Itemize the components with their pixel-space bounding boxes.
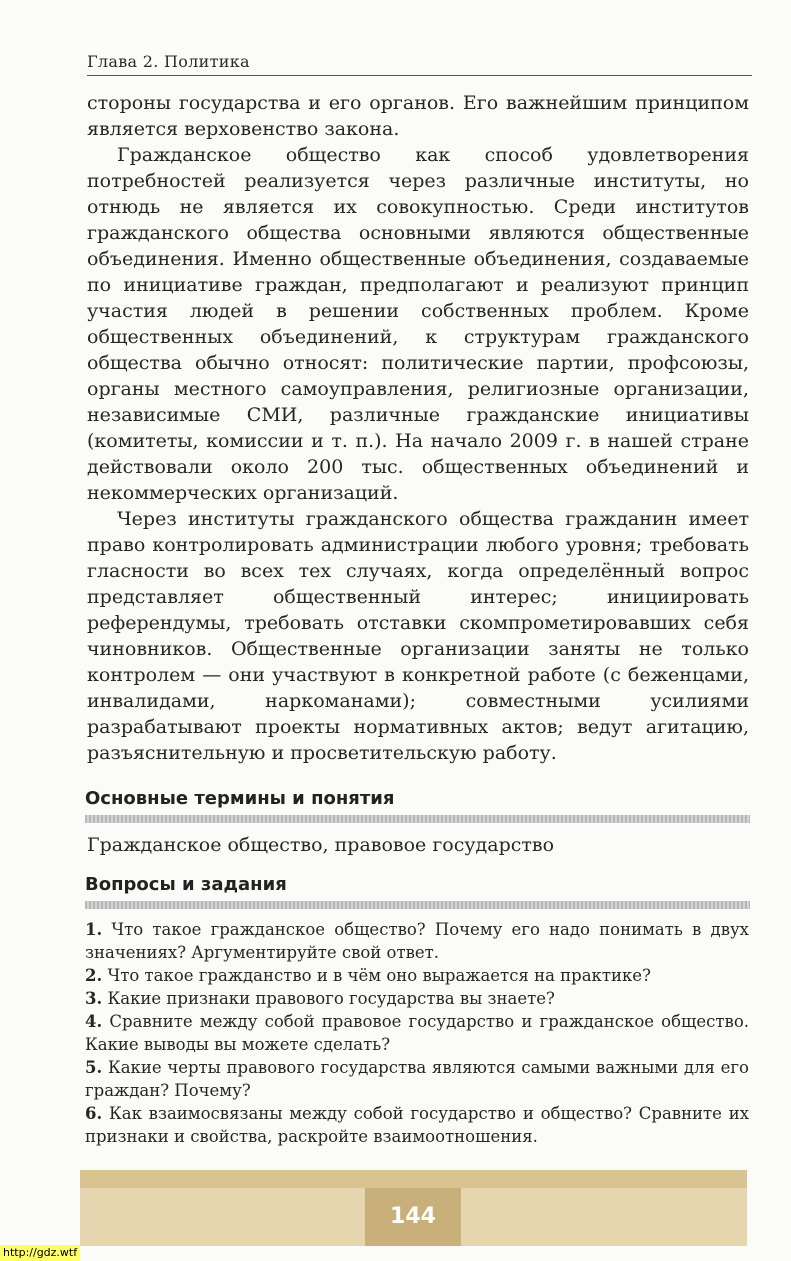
footer-stripe <box>80 1170 747 1188</box>
question-item <box>85 918 749 964</box>
question-text: Как взаимосвязаны между собой государство и общество? Сравните их признаки и свойства, раскройте взаимоотношения. <box>85 1104 750 1146</box>
running-head: Глава 2. Политика <box>87 52 250 71</box>
questions-bar <box>85 901 750 909</box>
question-item <box>85 1102 749 1148</box>
question-item <box>85 1056 749 1102</box>
paragraph-civil-society-institutes: Гражданское общество как способ удовлетворения потребностей реализуется через различные институты, но отнюдь не является их совокупностью. Среди институтов гражданского общества основными являются общественные объединения. Именно общественные объединения, создаваемые по инициативе граждан, предполагают и реализуют принцип участия людей в решении собственных проблем. Кроме общественных объединений, к структурам гражданского общества обычно относят: политические партии, профсоюзы, органы местного самоуправления, религиозные организации, независимые СМИ, различные гражданские инициативы (комитеты, комиссии и т. п.). На начало 2009 г. в нашей стране действовали около 200 тыс. общественных объединений и некоммерческих организаций. <box>87 144 749 504</box>
body-text <box>87 90 749 766</box>
paragraph-continued: стороны государства и его органов. Его важнейшим принципом является верховенство закона. <box>87 92 749 140</box>
question-item <box>85 964 749 987</box>
question-text: Что такое гражданское общество? Почему его надо понимать в двух значениях? Аргументируйте свой ответ. <box>85 920 749 962</box>
question-number: 3. <box>85 989 103 1008</box>
watermark-link[interactable]: http://gdz.wtf <box>0 1245 80 1261</box>
terms-text: Гражданское общество, правовое государство <box>87 834 555 856</box>
questions-section-header <box>85 874 750 909</box>
questions-title: Вопросы и задания <box>85 874 287 895</box>
header-rule <box>87 75 752 76</box>
questions-list <box>85 918 749 1148</box>
terms-section-header <box>85 788 750 823</box>
question-number: 6. <box>85 1104 103 1123</box>
page-number: 144 <box>390 1204 436 1229</box>
question-number: 2. <box>85 966 103 985</box>
question-text: Какие признаки правового государства вы знаете? <box>107 989 555 1008</box>
question-text: Сравните между собой правовое государство и гражданское общество. Какие выводы вы можете сделать? <box>85 1012 749 1054</box>
paragraph-citizen-rights: Через институты гражданского общества гражданин имеет право контролировать администрации любого уровня; требовать гласности во всех тех случаях, когда определённый вопрос представляет общественный интерес; инициировать референдумы, требовать отставки скомпрометировавших себя чиновников. Общественные организации заняты не только контролем — они участвуют в конкретной работе (с беженцами, инвалидами, наркоманами); совместными усилиями разрабатывают проекты нормативных актов; ведут агитацию, разъяснительную и просветительскую работу. <box>87 508 749 764</box>
question-number: 1. <box>85 920 103 939</box>
question-text: Что такое гражданство и в чём оно выражается на практике? <box>107 966 651 985</box>
question-item <box>85 987 749 1010</box>
question-number: 4. <box>85 1012 103 1031</box>
question-item <box>85 1010 749 1056</box>
question-text: Какие черты правового государства являются самыми важными для его граждан? Почему? <box>85 1058 749 1100</box>
question-number: 5. <box>85 1058 103 1077</box>
terms-title: Основные термины и понятия <box>85 788 395 809</box>
terms-bar <box>85 815 750 823</box>
